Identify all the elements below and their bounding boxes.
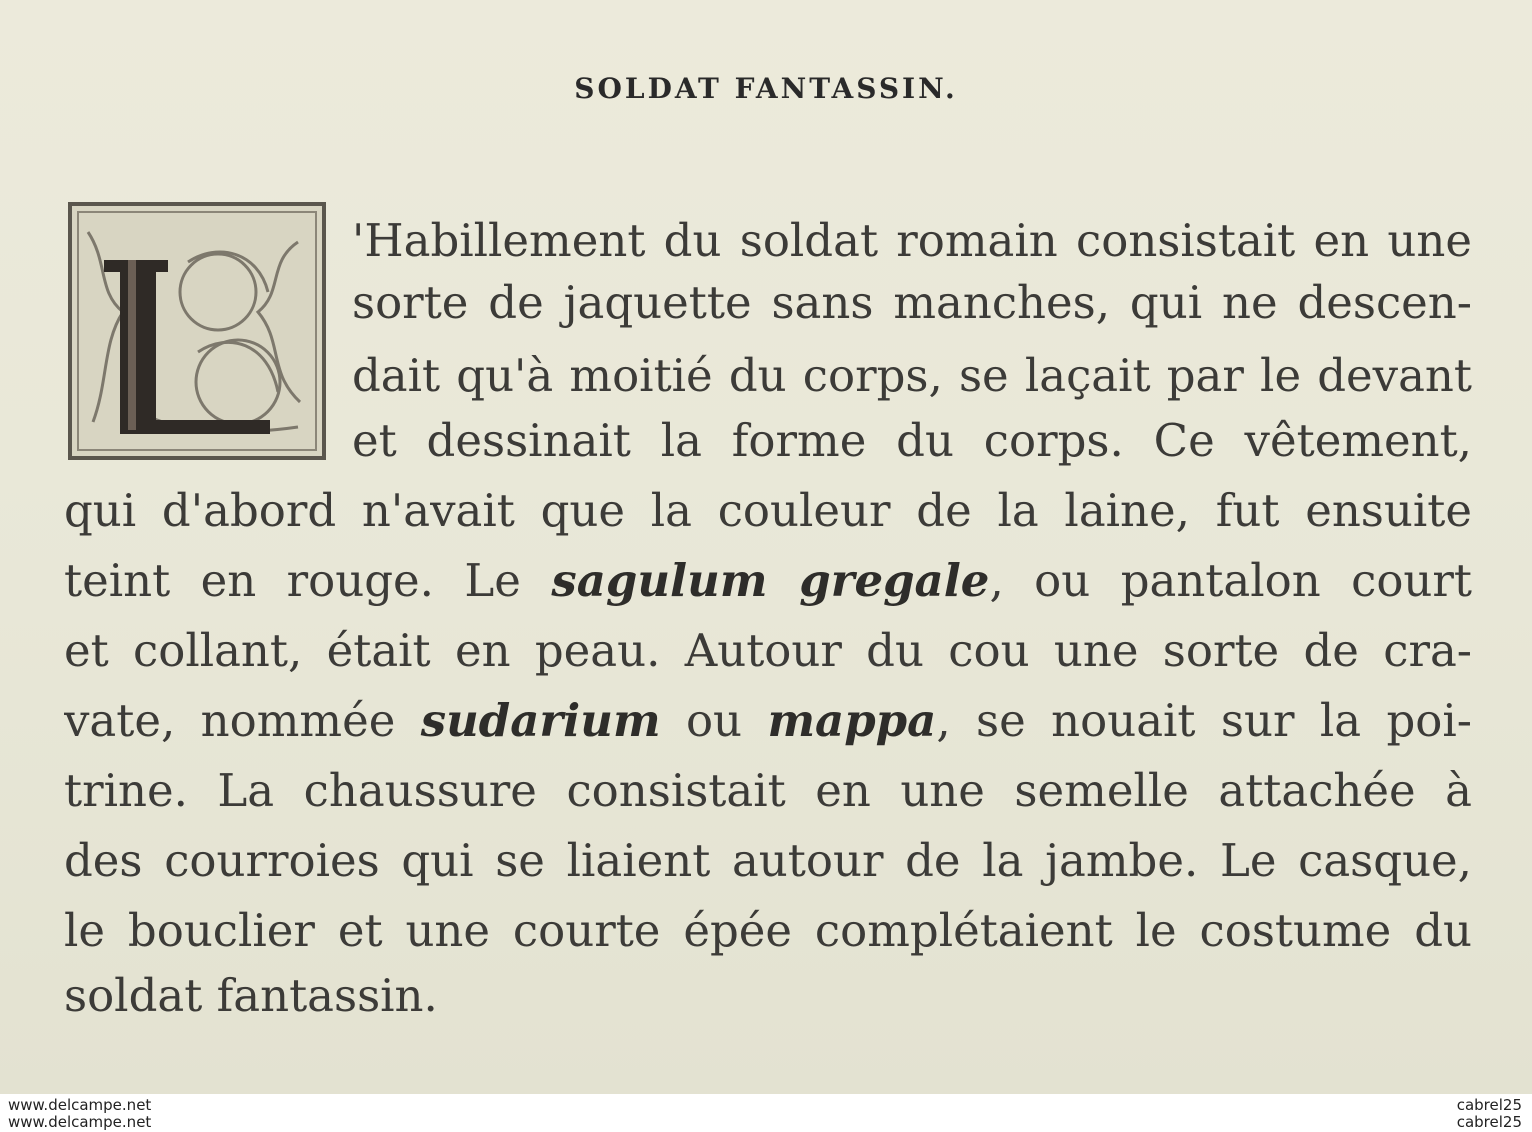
paragraph-line bbox=[64, 690, 1472, 752]
svg-text:L: L bbox=[208, 414, 215, 425]
ornate-dropcap-illustration bbox=[68, 202, 326, 460]
paragraph-line: 'Habillement du soldat romain consistait en une bbox=[352, 214, 1472, 267]
latin-term: mappa bbox=[767, 694, 937, 747]
source-url: www.delcampe.net bbox=[8, 1096, 152, 1114]
line-text: teint en rouge. Le bbox=[64, 554, 552, 607]
paragraph-line: sorte de jaquette sans manches, qui ne descen- bbox=[352, 276, 1472, 329]
paragraph-line bbox=[64, 550, 1472, 612]
page-title: SOLDAT FANTASSIN. bbox=[574, 72, 958, 105]
latin-term: sagulum gregale bbox=[551, 554, 990, 607]
paragraph-line: trine. La chaussure consistait en une semelle attachée à bbox=[64, 764, 1472, 817]
paragraph-line: qui d'abord n'avait que la couleur de la laine, fut ensuite bbox=[64, 484, 1472, 537]
source-url: www.delcampe.net bbox=[8, 1113, 152, 1131]
paragraph-line: dait qu'à moitié du corps, se laçait par le devant bbox=[352, 349, 1472, 402]
latin-term: sudarium bbox=[420, 694, 661, 747]
paragraph-line: et collant, était en peau. Autour du cou une sorte de cra- bbox=[64, 624, 1472, 677]
paragraph-line: le bouclier et une courte épée complétaient le costume du bbox=[64, 904, 1472, 957]
paragraph-line: soldat fantassin. bbox=[64, 969, 438, 1022]
line-text: ou bbox=[660, 694, 768, 747]
line-text: vate, nommée bbox=[64, 694, 421, 747]
seller-name: cabrel25 bbox=[1456, 1113, 1522, 1131]
paragraph-line: des courroies qui se liaient autour de la jambe. Le casque, bbox=[64, 834, 1472, 887]
line-text: , ou pantalon court bbox=[989, 554, 1472, 607]
seller-name: cabrel25 bbox=[1456, 1096, 1522, 1114]
paragraph-line: et dessinait la forme du corps. Ce vêtement, bbox=[352, 414, 1472, 467]
line-text: , se nouait sur la poi- bbox=[936, 694, 1472, 747]
watermark-footer bbox=[0, 1094, 1532, 1132]
